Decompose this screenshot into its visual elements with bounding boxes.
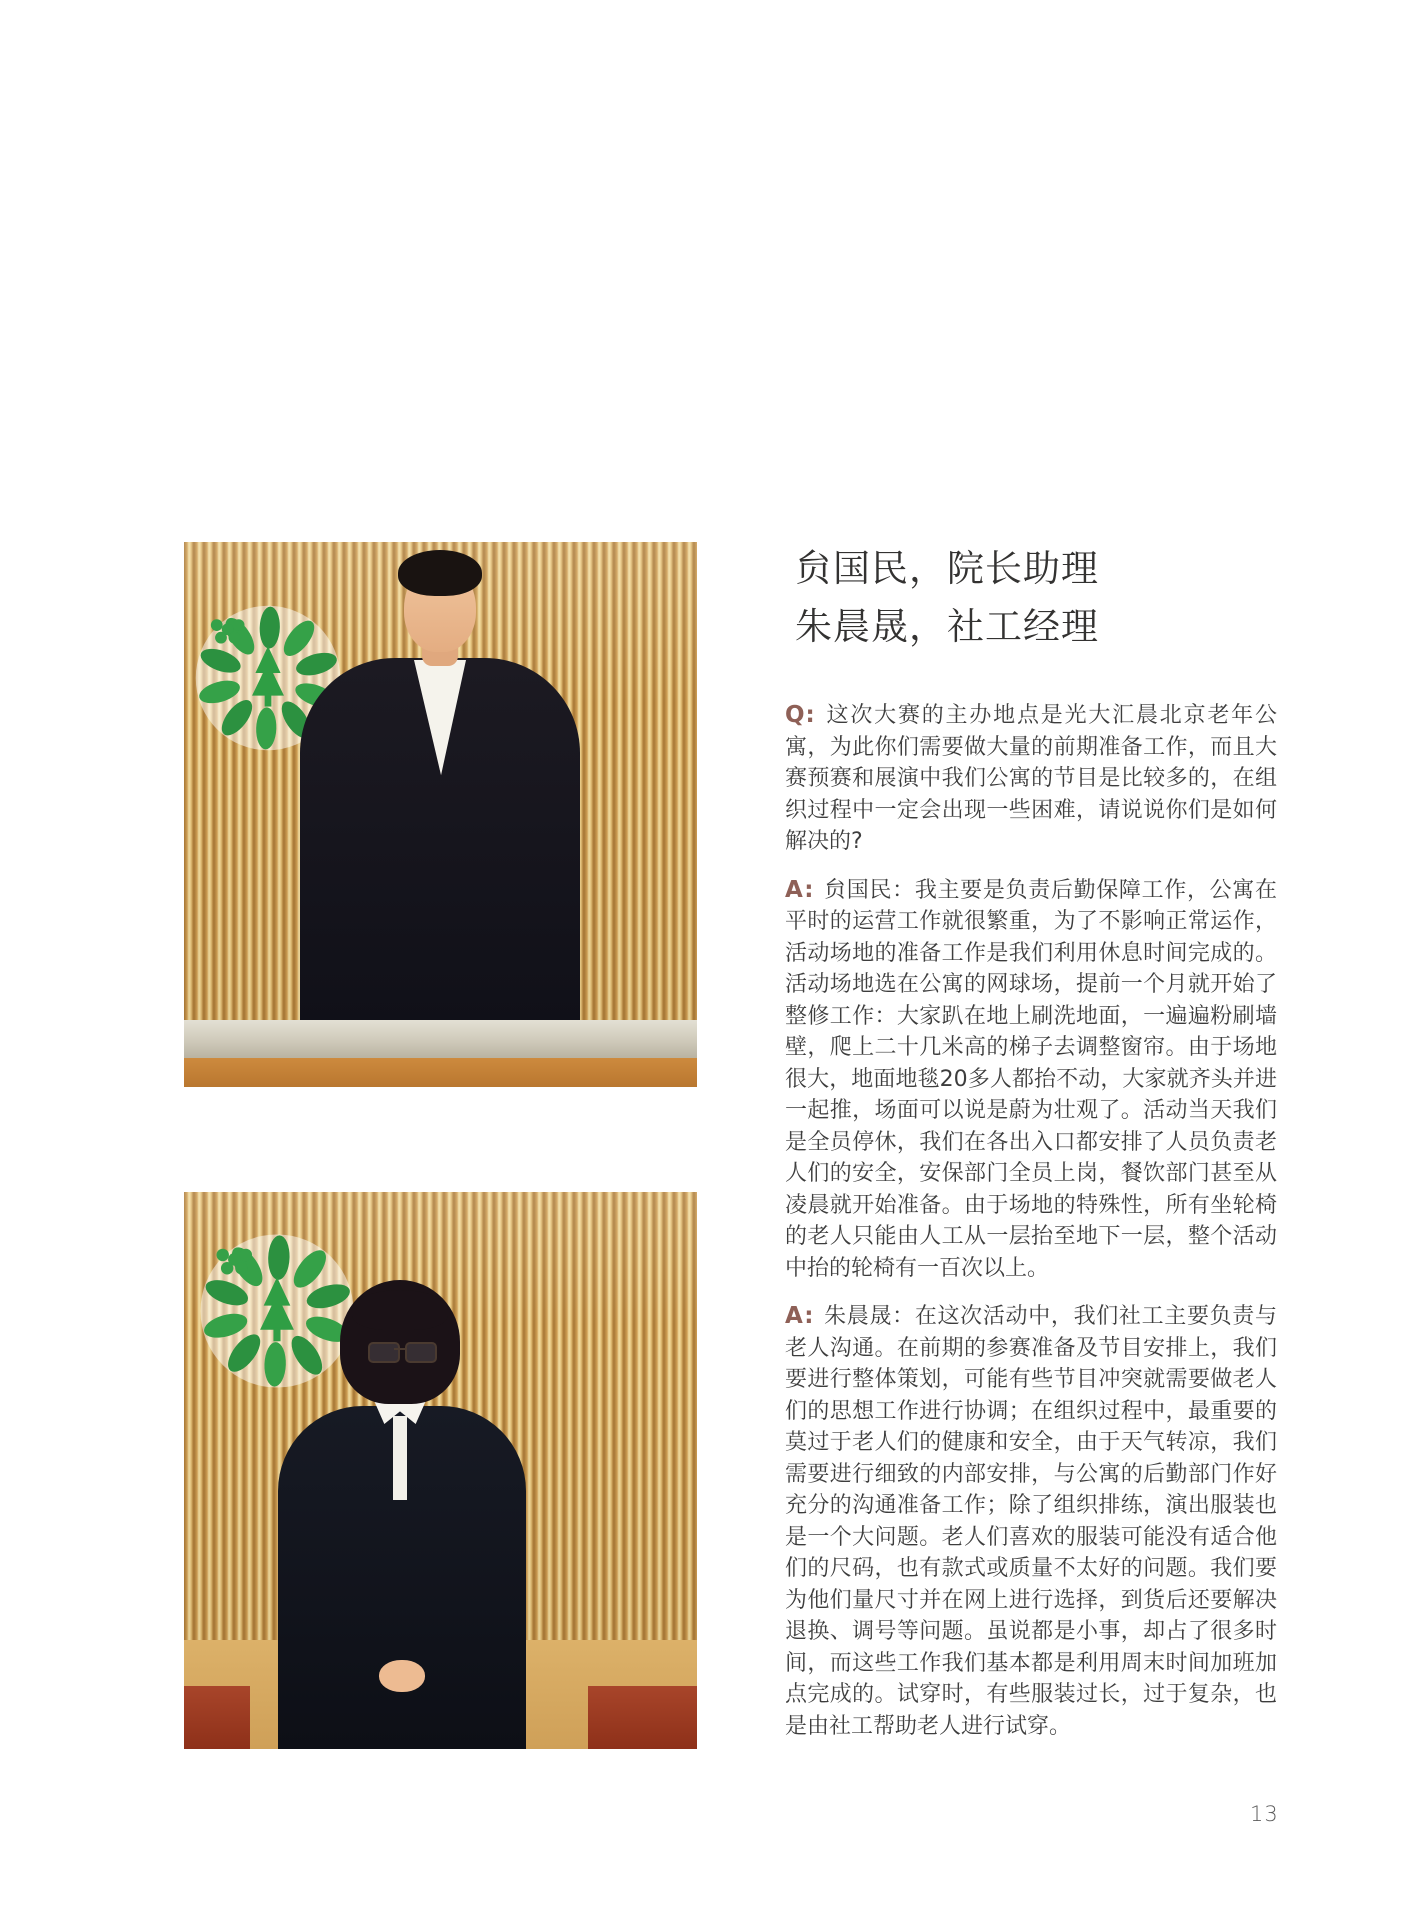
woman-glasses-bridge bbox=[394, 1348, 407, 1350]
question-paragraph bbox=[785, 700, 1277, 858]
page-number: 13 bbox=[1250, 1802, 1279, 1826]
orange-wall bbox=[184, 1058, 697, 1087]
man-figure bbox=[184, 542, 697, 1087]
woman-glasses-left-lens bbox=[368, 1342, 400, 1363]
question-text: 这次大赛的主办地点是光大汇晨北京老年公寓，为此你们需要做大量的前期准备工作，而且大赛预赛和展演中我们公寓的节目是比较多的，在组织过程中一定会出现一些困难，请说说你们是如何解决的? bbox=[785, 703, 1277, 854]
answer-paragraph-2 bbox=[785, 1301, 1277, 1742]
answer-text-1: 贠国民：我主要是负责后勤保障工作，公寓在平时的运营工作就很繁重，为了不影响正常运作，活动场地的准备工作是我们利用休息时间完成的。活动场地选在公寓的网球场，提前一个月就开始了整修工作：大家趴在地上刷洗地面，一遍遍粉刷墙壁，爬上二十几米高的梯子去调整窗帘。由于场地很大，地面地毯20多人都抬不动，大家就齐头并进一起推，场面可以说是蔚为壮观了。活动当天我们是全员停休，我们在各出入口都安排了人员负责老人们的安全，安保部门全员上岗，餐饮部门甚至从凌晨就开始准备。由于场地的特殊性，所有坐轮椅的老人只能由人工从一层抬至地下一层，整个活动中抬的轮椅有一百次以上。 bbox=[785, 877, 1277, 1281]
title-line-2: 朱晨晟，社工经理 bbox=[795, 605, 1099, 648]
a-marker-1: A: bbox=[785, 876, 815, 903]
woman-figure bbox=[184, 1192, 697, 1749]
interview-text bbox=[785, 700, 1277, 1742]
woman-glasses-right-lens bbox=[405, 1342, 437, 1363]
man-hair bbox=[398, 550, 482, 596]
title-line-1: 贠国民，院长助理 bbox=[795, 547, 1099, 590]
photo-man-portrait bbox=[184, 542, 697, 1087]
page-title bbox=[795, 540, 1295, 656]
q-marker: Q: bbox=[785, 702, 816, 728]
woman-hands bbox=[379, 1660, 425, 1692]
woman-fringe bbox=[352, 1290, 448, 1330]
woman-shirt-placket bbox=[393, 1416, 407, 1500]
photo-woman-portrait bbox=[184, 1192, 697, 1749]
stone-ledge bbox=[184, 1020, 697, 1058]
answer-paragraph-1 bbox=[785, 875, 1277, 1285]
a-marker-2: A: bbox=[785, 1303, 815, 1329]
answer-text-2: 朱晨晟：在这次活动中，我们社工主要负责与老人沟通。在前期的参赛准备及节目安排上，我们要进行整体策划，可能有些节目冲突就需要做老人们的思想工作进行协调；在组织过程中，最重要的莫过于老人们的健康和安全，由于天气转凉，我们需要进行细致的内部安排，与公寓的后勤部门作好充分的沟通准备工作；除了组织排练，演出服装也是一个大问题。老人们喜欢的服装可能没有适合他们的尺码，也有款式或质量不太好的问题。我们要为他们量尺寸并在网上进行选择，到货后还要解决退换、调号等问题。虽说都是小事，却占了很多时间，而这些工作我们基本都是利用周末时间加班加点完成的。试穿时，有些服装过长，过于复杂，也是由社工帮助老人进行试穿。 bbox=[785, 1304, 1277, 1739]
